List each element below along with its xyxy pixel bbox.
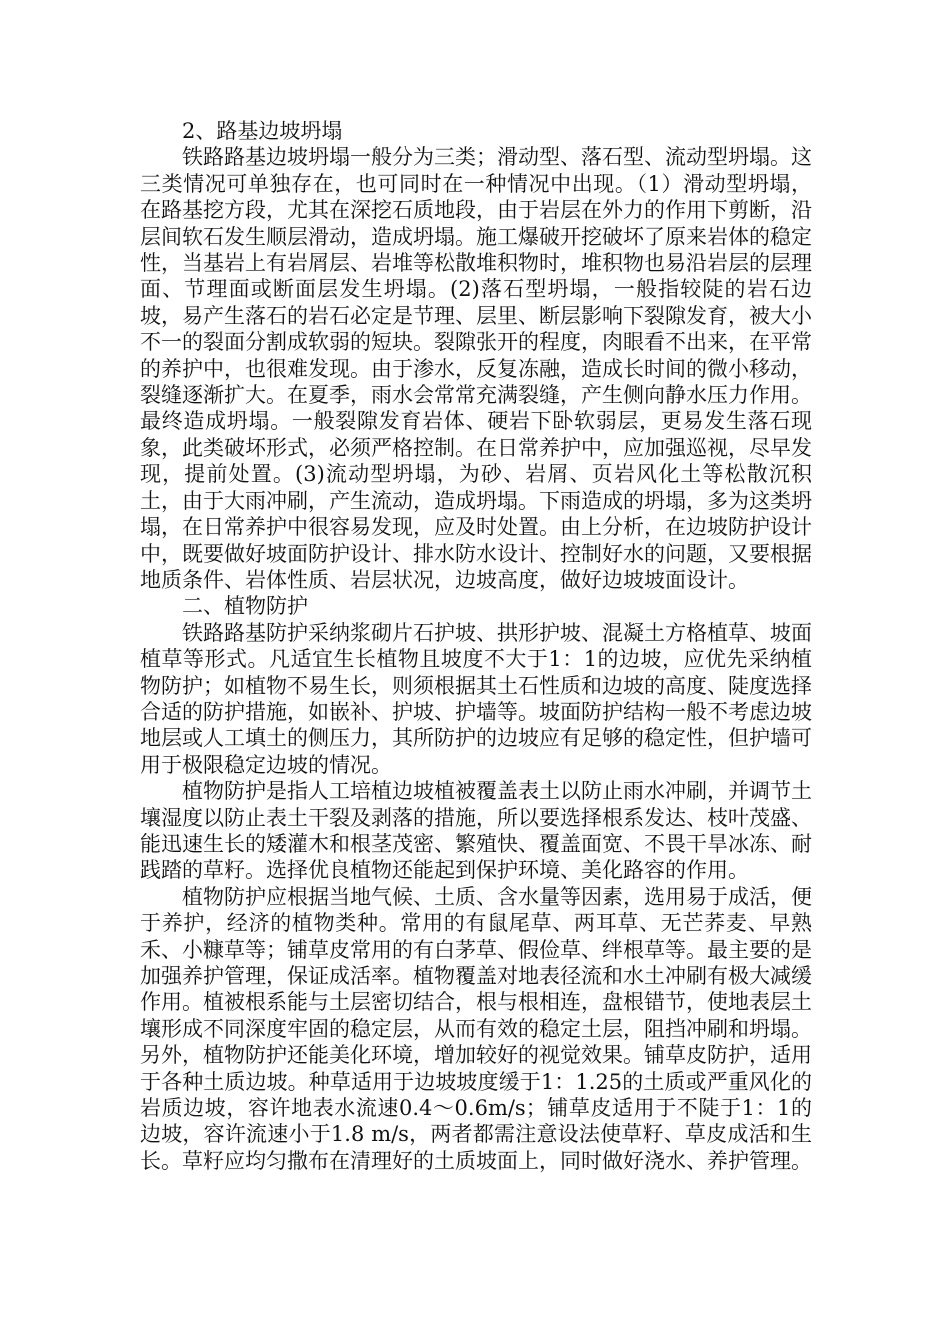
document-page [140, 118, 812, 1174]
section-heading-plant-protection: 二、植物防护 [182, 594, 308, 619]
paragraph-plant-protection-forms: 铁路路基防护采纳浆砌片石护坡、拱形护坡、混凝土方格植草、坡面植草等形式。凡适宜生长植物且坡度不大于1：1的边坡，应优先采纳植物防护；如植物不易生长，则须根据其土石性质和边坡的高度、陡度选择合适的防护措施，如嵌补、护坡、护墙等。坡面防护结构一般不考虑边坡地层或人工填土的侧压力，其所防护的边坡应有足够的稳定性，但护墙可用于极限稳定边坡的情况。 [140, 620, 812, 777]
paragraph-slope-collapse: 铁路路基边坡坍塌一般分为三类；滑动型、落石型、流动型坍塌。这三类情况可单独存在，也可同时在一种情况中出现。（1）滑动型坍塌，在路基挖方段，尤其在深挖石质地段，由于岩层在外力的作用下剪断，沿层间软石发生顺层滑动，造成坍塌。施工爆破开挖破坏了原来岩体的稳定性，当基岩上有岩屑层、岩堆等松散堆积物时，堆积物也易沿岩层的层理面、节理面或断面层发生坍塌。(2)落石型坍塌，一般指较陡的岩石边坡，易产生落石的岩石必定是节理、层里、断层影响下裂隙发育，被大小不一的裂面分割成软弱的短块。裂隙张开的程度，肉眼看不出来，在平常的养护中，也很难发现。由于渗水，反复冻融，造成长时间的微小移动，裂缝逐渐扩大。在夏季，雨水会常常充满裂缝，产生侧向静水压力作用。最终造成坍塌。一般裂隙发育岩体、硬岩下卧软弱层，更易发生落石现象，此类破坏形式，必须严格控制。在日常养护中，应加强巡视，尽早发现，提前处置。(3)流动型坍塌，为砂、岩屑、页岩风化土等松散沉积土，由于大雨冲刷，产生流动，造成坍塌。下雨造成的坍塌，多为这类坍塌，在日常养护中很容易发现，应及时处置。由上分析，在边坡防护设计中，既要做好坡面防护设计、排水防水设计、控制好水的问题，又要根据地质条件、岩体性质、岩层状况，边坡高度，做好边坡坡面设计。 [140, 145, 812, 592]
section-heading-slope-collapse: 2、路基边坡坍塌 [182, 119, 343, 143]
paragraph-plant-protection-species: 植物防护应根据当地气候、土质、含水量等因素，选用易于成活，便于养护，经济的植物类种。常用的有鼠尾草、两耳草、无芒荞麦、早熟禾、小糠草等；铺草皮常用的有白茅草、假俭草、绊根草等。最主要的是加强养护管理，保证成活率。植物覆盖对地表径流和水土冲刷有极大减缓作用。植被根系能与土层密切结合，根与根相连，盘根错节，使地表层土壤形成不同深度牢固的稳定层，从而有效的稳定土层，阻挡冲刷和坍塌。另外，植物防护还能美化环境，增加较好的视觉效果。铺草皮防护，适用于各种土质边坡。种草适用于边坡坡度缓于1：1.25的土质或严重风化的岩质边坡，容许地表水流速0.4～0.6m/s；铺草皮适用于不陡于1：1的边坡，容许流速小于1.8 m/s，两者都需注意设法使草籽、草皮成活和生长。草籽应均匀撒布在清理好的土质坡面上，同时做好浇水、养护管理。 [140, 884, 812, 1173]
paragraph-plant-protection-definition: 植物防护是指人工培植边坡植被覆盖表土以防止雨水冲刷，并调节土壤湿度以防止表土干裂及剥落的措施，所以要选择根系发达、枝叶茂盛、能迅速生长的矮灌木和根茎茂密、繁殖快、覆盖面宽、不畏干旱冰冻、耐践踏的草籽。选择优良植物还能起到保护环境、美化路容的作用。 [140, 779, 812, 883]
